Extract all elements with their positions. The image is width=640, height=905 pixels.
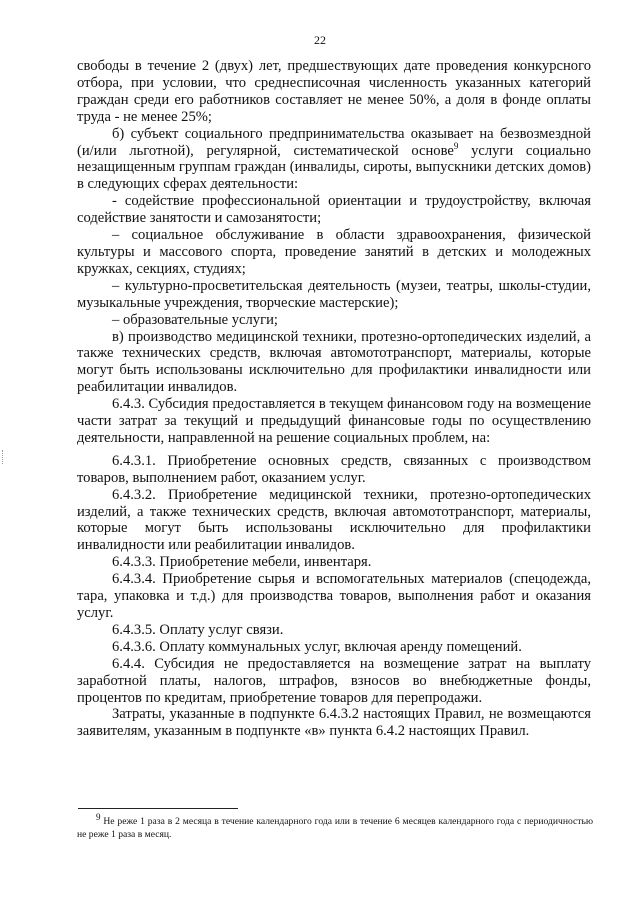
paragraph-item-b-text-cont: услуги социально незащищенным группам граждан (инвалиды, сироты, выпускники детских домов) в следующих сферах деятельности: [77,142,591,193]
document-body [77,58,591,740]
paragraph-continuation: свободы в течение 2 (двух) лет, предшествующих дате проведения конкурсного отбора, при условии, что среднесписочная численность указанных категорий граждан среди его работников составляет не менее 50%, а доля в фонде оплаты труда - не менее 25%; [77,58,591,125]
paragraph-6-4-3-6: 6.4.3.6. Оплату коммунальных услуг, включая аренду помещений. [112,638,522,655]
footnote-mark: 9 [96,811,101,822]
list-item: – культурно-просветительская деятельность (музеи, театры, школы-студии, музыкальные учреждения, творческие мастерские); [77,277,591,311]
scan-edge-mark [2,450,5,464]
paragraph-6-4-3-3: 6.4.3.3. Приобретение мебели, инвентаря. [112,554,372,571]
paragraph-expenses-note: Затраты, указанные в подпункте 6.4.3.2 настоящих Правил, не возмещаются заявителям, указанным в подпункте «в» пункта 6.4.2 настоящих Правил. [77,706,591,740]
paragraph-6-4-3-5: 6.4.3.5. Оплату услуг связи. [112,621,284,638]
list-item: – образовательные услуги; [112,311,278,328]
paragraph-6-4-3: 6.4.3. Субсидия предоставляется в текущем финансовом году на возмещение части затрат за текущий и предыдущий финансовые годы по осуществлению деятельности, направленной на решение социальных проблем, на: [77,396,591,446]
page-number: 22 [314,33,326,47]
paragraph-6-4-4: 6.4.4. Субсидия не предоставляется на возмещение затрат на выплату заработной платы, налогов, штрафов, взносов во внебюджетные фонды, процентов по кредитам, приобретение товаров для перепродажи. [77,655,591,706]
footnote [77,811,593,841]
paragraph-6-4-3-1: 6.4.3.1. Приобретение основных средств, связанных с производством товаров, выполнением работ, оказанием услуг. [77,452,591,486]
paragraph-item-v: в) производство медицинской техники, протезно-ортопедических изделий, а также технических средств, включая автомототранспорт, материалы, которые могут быть использованы исключительно для профилактики инвалидности или реабилитации инвалидов. [77,328,591,396]
paragraph-6-4-3-4: 6.4.3.4. Приобретение сырья и вспомогательных материалов (спецодежда, тара, упаковка и т.д.) для производства товаров, выполнения работ и оказания услуг. [77,571,591,621]
paragraph-6-4-3-2: 6.4.3.2. Приобретение медицинской техники, протезно-ортопедических изделий, а также технических средств, включая автомототранспорт, материалы, которые могут быть использованы исключительно для профилактики инвалидности или реабилитации инвалидов. [77,486,591,554]
footnote-text: Не реже 1 раза в 2 месяца в течение календарного года или в течение 6 месяцев календарного года с периодичностью не реже 1 раза в месяц. [77,816,593,840]
list-item: – социальное обслуживание в области здравоохранения, физической культуры и массового спорта, проведение занятий в детских и молодежных кружках, секциях, студиях; [77,227,591,277]
footnote-divider [78,808,238,809]
footnote-reference: 9 [453,140,459,151]
paragraph-item-b [77,126,591,194]
list-item: - содействие профессиональной ориентации и трудоустройству, включая содействие занятости и самозанятости; [77,193,591,227]
paragraph-item-b-text: б) субъект социального предпринимательства оказывает на безвозмездной (и/или льготной), регулярной, систематической основе [77,125,591,159]
